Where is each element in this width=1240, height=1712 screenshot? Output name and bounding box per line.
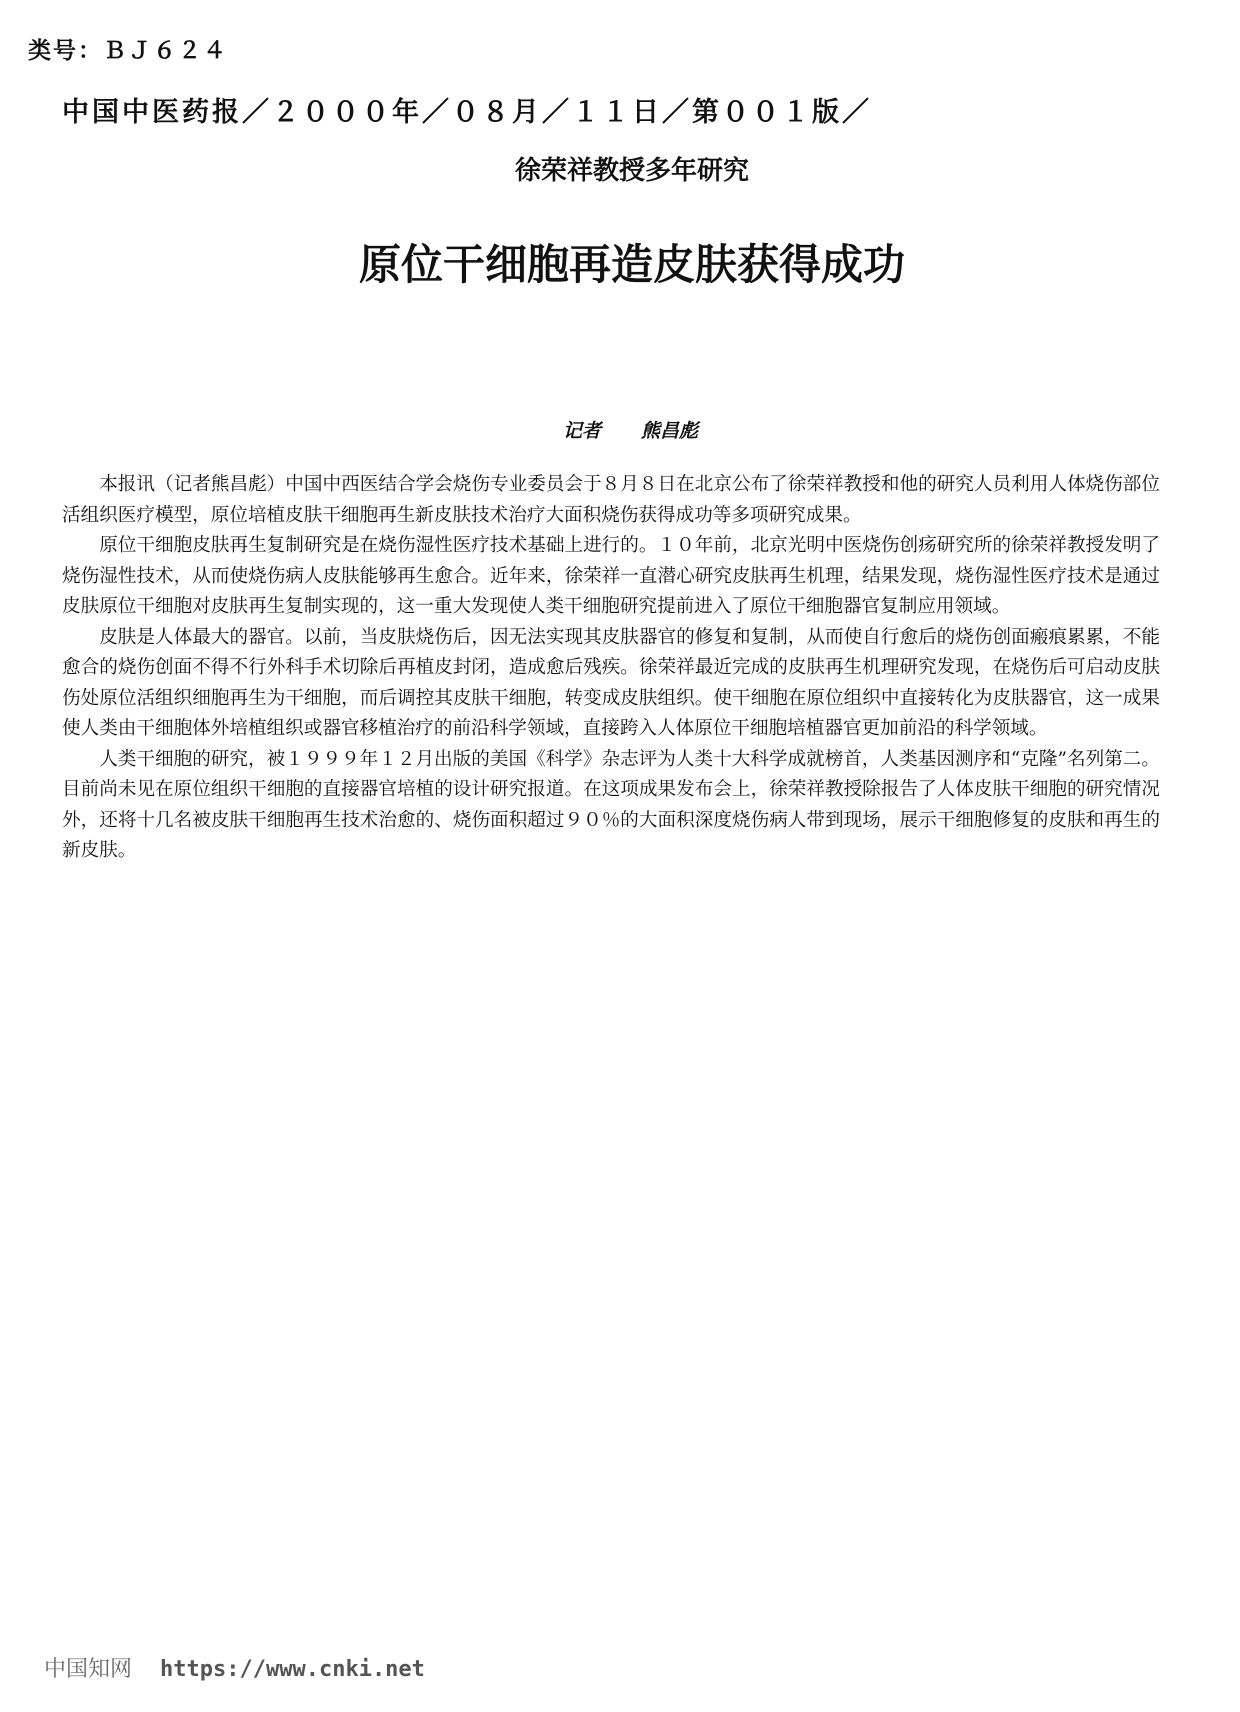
- class-number: 类号：ＢＪ６２４: [28, 38, 228, 64]
- footer-url[interactable]: https://www.cnki.net: [160, 1657, 425, 1682]
- article-body: [62, 470, 1160, 867]
- footer-site-name: 中国知网: [44, 1657, 133, 1682]
- article-subtitle-text: 徐荣祥教授多年研究: [514, 156, 749, 186]
- byline: [563, 416, 698, 443]
- paragraph-4: 人类干细胞的研究，被１９９９年１２月出版的美国《科学》杂志评为人类十大科学成就榜首，人类基因测序和“克隆”名列第二。目前尚未见在原位组织干细胞的直接器官培植的设计研究报道。在这项成果发布会上，徐荣祥教授除报告了人体皮肤干细胞的研究情况外，还将十几名被皮肤干细胞再生技术治愈的、烧伤面积超过９０％的大面积深度烧伤病人带到现场，展示干细胞修复的皮肤和再生的新皮肤。: [62, 748, 1160, 861]
- article-subtitle: [0, 150, 1240, 187]
- footer-watermark: [44, 1652, 425, 1683]
- article-headline-text: 原位干细胞再造皮肤获得成功: [358, 240, 905, 289]
- article-headline: [0, 232, 1240, 292]
- paragraph-3: 皮肤是人体最大的器官。以前，当皮肤烧伤后，因无法实现其皮肤器官的修复和复制，从而使自行愈后的烧伤创面瘢痕累累，不能愈合的烧伤创面不得不行外科手术切除后再植皮封闭，造成愈后残疾。徐荣祥最近完成的皮肤再生机理研究发现，在烧伤后可启动皮肤伤处原位活组织细胞再生为干细胞，而后调控其皮肤干细胞，转变成皮肤组织。使干细胞在原位组织中直接转化为皮肤器官，这一成果使人类由干细胞体外培植组织或器官移植治疗的前沿科学领域，直接跨入人体原位干细胞培植器官更加前沿的科学领域。: [62, 626, 1160, 739]
- source-line: 中国中医药报／２０００年／０８月／１１日／第００１版／: [62, 97, 872, 128]
- byline-label: 记者: [563, 420, 602, 442]
- byline-name: 熊昌彪: [641, 420, 699, 442]
- paragraph-1: 本报讯（记者熊昌彪）中国中西医结合学会烧伤专业委员会于８月８日在北京公布了徐荣祥教授和他的研究人员利用人体烧伤部位活组织医疗模型，原位培植皮肤干细胞再生新皮肤技术治疗大面积烧伤获得成功等多项研究成果。: [62, 474, 1160, 526]
- paragraph-2: 原位干细胞皮肤再生复制研究是在烧伤湿性医疗技术基础上进行的。１０年前，北京光明中医烧伤创疡研究所的徐荣祥教授发明了烧伤湿性技术，从而使烧伤病人皮肤能够再生愈合。近年来，徐荣祥一直潜心研究皮肤再生机理，结果发现，烧伤湿性医疗技术是通过皮肤原位干细胞对皮肤再生复制实现的，这一重大发现使人类干细胞研究提前进入了原位干细胞器官复制应用领域。: [62, 535, 1160, 617]
